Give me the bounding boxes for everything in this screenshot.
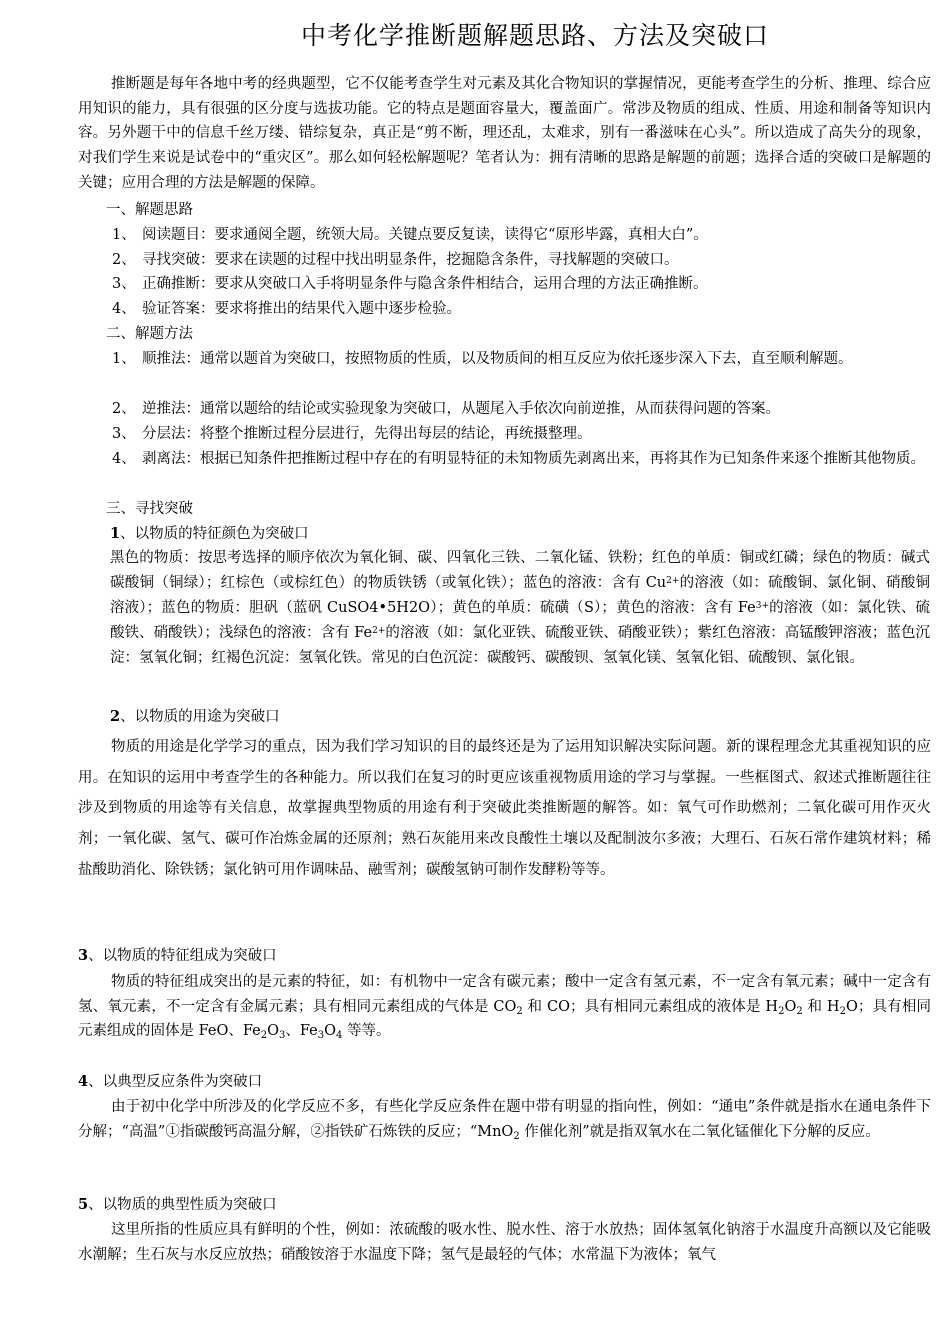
conditions-paragraph (78, 1095, 931, 1144)
list-item-number: 1、 (112, 227, 136, 243)
subsection-title: 、以典型反应条件为突破口 (88, 1074, 263, 1090)
list-item (112, 223, 930, 248)
subscript: 2 (516, 1005, 523, 1017)
list-item (112, 272, 930, 297)
subscript: 3 (317, 1030, 325, 1041)
color-paragraph (110, 546, 930, 671)
subsection-heading-conditions (78, 1070, 262, 1094)
subsection-number: 4 (78, 1073, 89, 1090)
section-heading-methods: 二、解题方法 (106, 326, 193, 342)
list-item-text: 逆推法：通常以题给的结论或实验现象为突破口，从题尾入手依次向前逆推，从而获得问题的答案。 (142, 401, 780, 417)
list-item (112, 447, 930, 472)
list-item (112, 397, 930, 422)
superscript: 2+ (372, 626, 386, 636)
page-title: 中考化学推断题解题思路、方法及突破口 (300, 21, 769, 50)
list-item-text: 验证答案：要求将推出的结果代入题中逐步检验。 (142, 301, 461, 317)
list-item-number: 2、 (112, 252, 136, 268)
text-run: 的溶液（如：氯化铁、硫酸铁、硝酸铁）；浅绿色的溶液：含有 Fe (110, 600, 930, 641)
list-item-text: 顺推法：通常以题首为突破口，按照物质的性质，以及物质间的相互反应为依托逐步深入下去，直至顺利解题。 (142, 351, 853, 367)
subsection-number: 2 (110, 708, 121, 725)
subsection-title: 、以物质的特征颜色为突破口 (120, 526, 309, 542)
section-heading-thinking: 一、解题思路 (106, 202, 193, 218)
subscript: 4 (335, 1030, 343, 1041)
intro-paragraph: 推断题是每年各地中考的经典题型，它不仅能考查学生对元素及其化合物知识的掌握情况，更能考查学生的分析、推理、综合应用知识的能力，具有很强的区分度与选拔功能。它的特点是题面容量大，覆盖面广。常涉及物质的组成、性质、用途和制备等知识内容。另外题干中的信息千丝万缕、错综复杂，真正是“剪不断，理还乱，太难求，别有一番滋味在心头”。所以造成了高失分的现象，对我们学生来说是试卷中的“重灾区”。那么如何轻松解题呢？笔者认为：拥有清晰的思路是解题的前题；选择合适的突破口是解题的关键；应用合理的方法是解题的保障。 (78, 76, 931, 191)
subsection-title: 、以物质的典型性质为突破口 (88, 1197, 277, 1213)
text-run: O (324, 1023, 336, 1039)
superscript: 3+ (755, 601, 769, 611)
text-run: 由于初中化学中所涉及的化学反应不多，有些化学反应条件在题中带有明显的指向性，例如：“通电”条件就是指水在通电条件下分解；“高温”①指碳酸钙高温分解，②指铁矿石炼铁的反应；“MnO (78, 1099, 931, 1140)
list-item-number: 2、 (112, 401, 136, 417)
subsection-number: 1 (110, 525, 121, 542)
usage-paragraph: 物质的用途是化学学习的重点，因为我们学习知识的目的最终还是为了运用知识解决实际问题。新的课程理念尤其重视知识的应用。在知识的运用中考查学生的各种能力。所以我们在复习的时更应该重视物质用途的学习与掌握。一些框图式、叙述式推断题往往涉及到物质的用途等有关信息，故掌握典型物质的用途有利于突破此类推断题的解答。如：氧气可作助燃剂；二氧化碳可用作灭火剂；一氧化碳、氢气、碳可作冶炼金属的还原剂；熟石灰能用来改良酸性土壤以及配制波尔多液；大理石、石灰石常作建筑材料；稀盐酸助消化、除铁锈；氯化钠可用作调味品、融雪剂；碳酸氢钠可制作发酵粉等等。 (78, 739, 931, 878)
subsection-heading-composition (78, 944, 277, 968)
subsection-number: 5 (78, 1196, 89, 1213)
text-run: 和 H (802, 998, 840, 1015)
list-item-text: 分层法：将整个推断过程分层进行，先得出每层的结论，再统摄整理。 (142, 426, 592, 442)
subscript: 2 (778, 1005, 785, 1017)
subsection-number: 3 (78, 947, 89, 964)
text-run: O (267, 1023, 279, 1039)
subscript: 2 (839, 1005, 846, 1017)
subsection-heading-usage (110, 705, 280, 729)
subscript: 2 (796, 1005, 803, 1017)
properties-paragraph: 这里所指的性质应具有鲜明的个性，例如：浓硫酸的吸水性、脱水性、溶于水放热；固体氢氧化钠溶于水温度升高额以及它能吸水潮解；生石灰与水反应放热；硝酸铵溶于水温度下降；氢气是最轻的气体；水常温下为液体；氧气 (78, 1222, 931, 1263)
subscript: 3 (278, 1030, 286, 1041)
subscript: 2 (513, 1130, 520, 1142)
text-run: 的溶液（如：氯化亚铁、硫酸亚铁、硝酸亚铁）；紫红色溶液：高锰酸钾溶液；蓝色沉淀：氢氧化铜；红褐色沉淀：氢氧化铁。常见的白色沉淀：碳酸钙、碳酸钡、氢氧化镁、氢氧化铝、硫酸钡、氯化银。 (110, 625, 930, 666)
list-item-number: 1、 (112, 351, 136, 367)
list-item-number: 4、 (112, 451, 136, 467)
text-run: 作催化剂”就是指双氧水在二氧化锰催化下分解的反应。 (519, 1123, 880, 1140)
list-item-number: 3、 (112, 276, 136, 292)
list-item (112, 248, 930, 273)
superscript: 2+ (666, 576, 680, 586)
list-item-text: 正确推断：要求从突破口入手将明显条件与隐含条件相结合，运用合理的方法正确推断。 (142, 276, 708, 292)
list-item-text: 阅读题目：要求通阅全题，统领大局。关键点要反复读，读得它“原形毕露，真相大白”。 (142, 227, 708, 243)
text-run: 黑色的物质：按思考选择的顺序依次为氧化铜、碳、四氧化三铁、二氧化锰、铁粉；红色的单质：铜或红磷；绿色的物质：碱式碳酸铜（铜绿）；红棕色（或棕红色）的物质铁锈（或氧化铁）；蓝色的溶液：含有 Cu (110, 550, 930, 591)
text-run: 物质的特征组成突出的是元素的特征，如：有机物中一定含有碳元素；酸中一定含有氢元素，不一定含有氧元素；碱中一定含有氢、氧元素，不一定含有金属元素；具有相同元素组成的气体是 CO (78, 974, 931, 1015)
text-run: 等等。 (342, 1023, 391, 1039)
list-item (112, 422, 930, 447)
text-run: 、Fe (285, 1023, 318, 1039)
text-run: O；具有相同元素组成的固体是 FeO、Fe (78, 998, 932, 1039)
list-item-text: 寻找突破：要求在读题的过程中找出明显条件，挖掘隐含条件，寻找解题的突破口。 (142, 252, 679, 268)
composition-paragraph (78, 970, 931, 1044)
text-run: 和 CO；具有相同元素组成的液体是 H (522, 998, 779, 1015)
list-item-text: 剥离法：根据已知条件把推断过程中存在的有明显特征的未知物质先剥离出来，再将其作为已知条件来逐个推断其他物质。 (142, 451, 925, 467)
text-run: 的溶液（如：硫酸铜、氯化铜、硝酸铜溶液）；蓝色的物质：胆矾（蓝矾 CuSO4•5H2O）；黄色的单质：硫磺（S）；黄色的溶液：含有 Fe (110, 575, 930, 616)
list-item (112, 297, 930, 322)
list-item-number: 4、 (112, 301, 136, 317)
list-item-number: 3、 (112, 426, 136, 442)
subsection-heading-properties (78, 1193, 277, 1217)
subsection-title: 、以物质的用途为突破口 (120, 709, 280, 725)
section-heading-breakthrough: 三、寻找突破 (106, 501, 193, 517)
text-run: O (784, 998, 797, 1015)
subscript: 2 (260, 1030, 268, 1041)
subsection-title: 、以物质的特征组成为突破口 (88, 948, 277, 964)
subsection-heading-color (110, 522, 309, 546)
list-item (112, 347, 930, 372)
